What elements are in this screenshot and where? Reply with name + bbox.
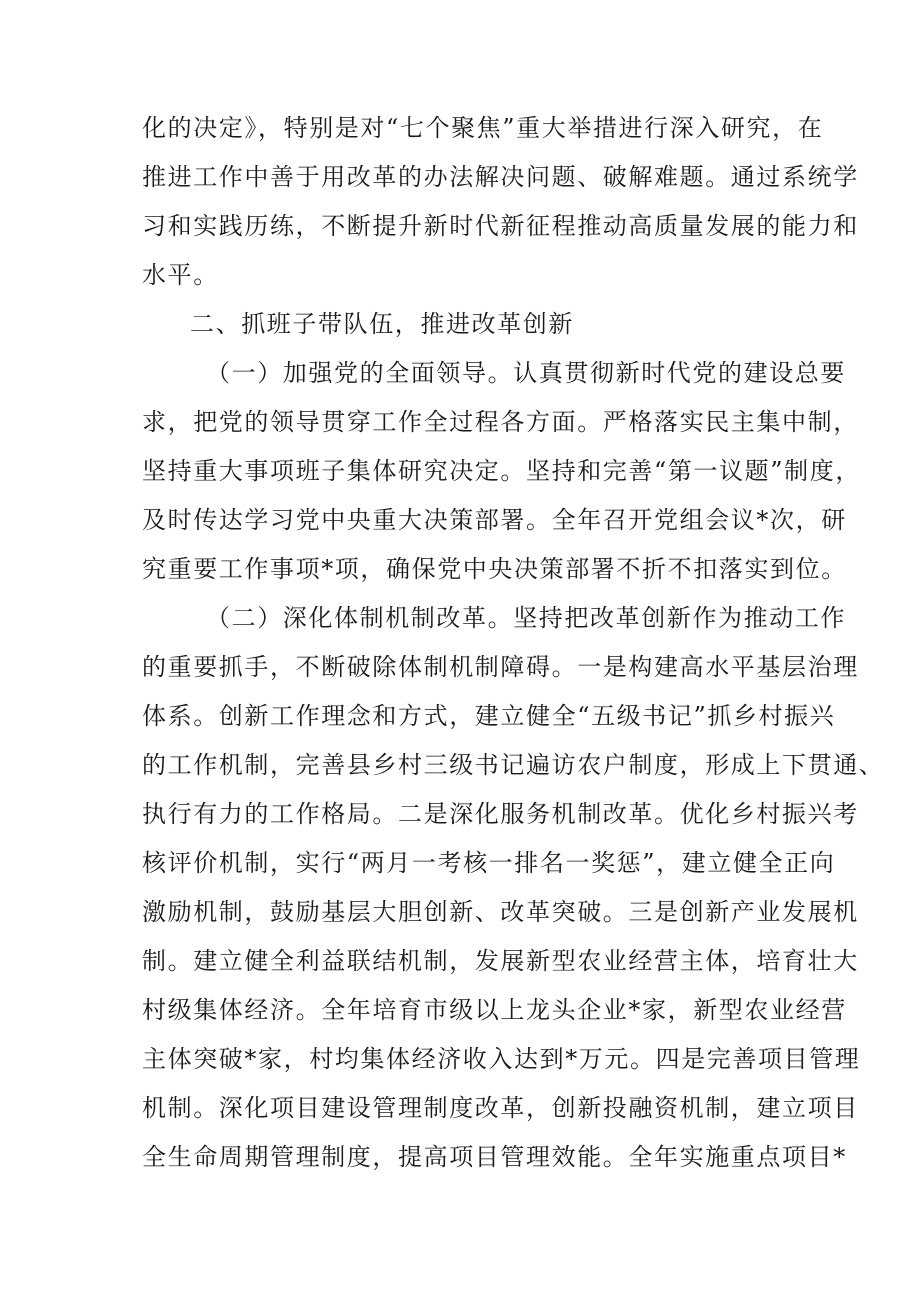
text-line: 坚持重大事项班子集体研究决定。坚持和完善“第一议题”制度， <box>142 457 861 485</box>
text-line: 核评价机制，实行“两月一考核一排名一奖惩”，建立健全正向 <box>142 849 836 877</box>
text-line: 激励机制，鼓励基层大胆创新、改革突破。三是创新产业发展机 <box>142 898 859 926</box>
text-line: 主体突破*家，村均集体经济收入达到*万元。四是完善项目管理 <box>142 1045 861 1073</box>
text-line: 全生命周期管理制度，提高项目管理效能。全年实施重点项目* <box>142 1143 847 1171</box>
text-line: 化的决定》，特别是对“七个聚焦”重大举措进行深入研究，在 <box>142 114 824 142</box>
text-line: 执行有力的工作格局。二是深化服务机制改革。优化乡村振兴考 <box>142 800 859 828</box>
text-line: 机制。深化项目建设管理制度改革，创新投融资机制，建立项目 <box>142 1094 859 1122</box>
section-heading: 二、抓班子带队伍，推进改革创新 <box>190 310 574 338</box>
text-line: 村级集体经济。全年培育市级以上龙头企业*家，新型农业经营 <box>142 996 847 1024</box>
text-line: 及时传达学习党中央重大决策部署。全年召开党组会议*次，研 <box>142 506 847 534</box>
text-line: 体系。创新工作理念和方式，建立健全“五级书记”抓乡村振兴 <box>142 702 836 730</box>
text-line: 的工作机制，完善县乡村三级书记遍访农户制度，形成上下贯通、 <box>142 751 885 779</box>
text-line: 的重要抓手，不断破除体制机制障碍。一是构建高水平基层治理 <box>142 653 859 681</box>
paragraph-start: （二）深化体制机制改革。坚持把改革创新作为推动工作 <box>206 604 846 632</box>
text-line: 水平。 <box>142 261 219 289</box>
text-line: 制。建立健全利益联结机制，发展新型农业经营主体，培育壮大 <box>142 947 859 975</box>
paragraph-start: （一）加强党的全面领导。认真贯彻新时代党的建设总要 <box>206 359 846 387</box>
text-line: 推进工作中善于用改革的办法解决问题、破解难题。通过系统学 <box>142 163 859 191</box>
text-line: 习和实践历练，不断提升新时代新征程推动高质量发展的能力和 <box>142 212 859 240</box>
text-line: 究重要工作事项*项，确保党中央决策部署不折不扣落实到位。 <box>142 555 847 583</box>
text-line: 求，把党的领导贯穿工作全过程各方面。严格落实民主集中制， <box>142 408 859 436</box>
